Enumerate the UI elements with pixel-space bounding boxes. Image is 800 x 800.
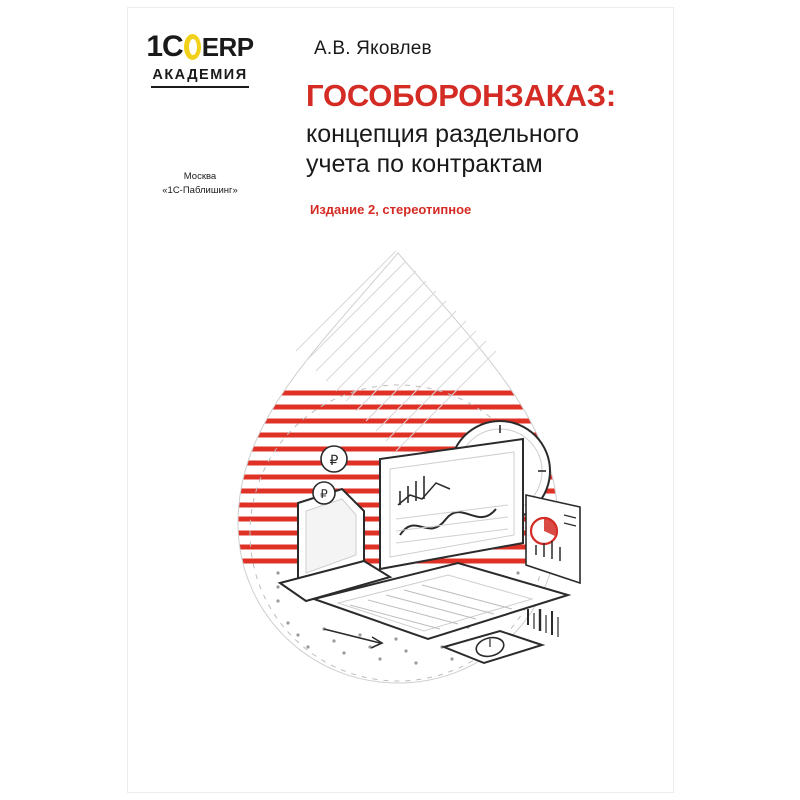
publisher-city: Москва bbox=[183, 171, 217, 182]
book-subtitle-line-1: концепция раздельного bbox=[306, 119, 580, 148]
arrow-icon bbox=[324, 629, 382, 648]
logo-underline bbox=[151, 86, 249, 88]
svg-text:₽: ₽ bbox=[329, 452, 339, 468]
mouse-graphic bbox=[444, 631, 542, 663]
publisher-logo bbox=[136, 32, 264, 88]
edition-note: Издание 2, стереотипное bbox=[310, 201, 472, 217]
book-cover bbox=[128, 8, 673, 792]
report-panel-graphic bbox=[526, 495, 580, 583]
publisher-name: «1С-Паблишинг» bbox=[162, 184, 238, 196]
logo-yellow-mark bbox=[184, 34, 201, 60]
book-title: ГОСОБОРОНЗАКАЗ: bbox=[306, 78, 617, 113]
book-subtitle-line-2: учета по контрактам bbox=[306, 150, 543, 179]
cover-illustration bbox=[128, 243, 673, 763]
author-name: А.В. Яковлев bbox=[314, 38, 432, 59]
barcode-ticks bbox=[528, 609, 558, 637]
logo-erp-text: ERP bbox=[201, 32, 254, 62]
logo-academy-text: АКАДЕМИЯ bbox=[152, 67, 248, 83]
title-block bbox=[306, 38, 656, 217]
logo-1c-text: 1C bbox=[146, 30, 183, 63]
svg-text:₽: ₽ bbox=[320, 487, 328, 501]
logo-row bbox=[136, 32, 264, 62]
publisher-info bbox=[136, 170, 264, 198]
